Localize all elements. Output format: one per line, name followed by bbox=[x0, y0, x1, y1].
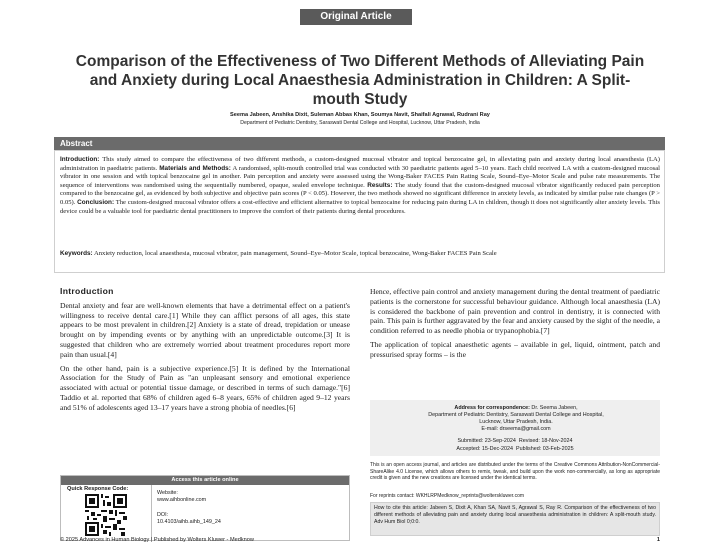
intro-paragraph-4: The application of topical anaesthetic agents – available in gel, liquid, ointment, patch and pressurised spray forms – is the bbox=[370, 339, 660, 359]
date-revised: Revised: 18-Nov-2024 bbox=[518, 438, 573, 444]
intro-paragraph-2: On the other hand, pain is a subjective experience.[5] It is defined by the International Association for the Study of Pain as "an unpleasant sensory and emotional experience associated with actual or potential tissue damage, or described in terms of such damage."[6] Taddio et al. reported that 68% of children aged 6–8 years, 65% of children aged 9–12 years and 51% of adolescents aged 13–17 years have a strong phobia of needles.[6] bbox=[60, 363, 350, 412]
date-submitted: Submitted: 23-Sep-2024 bbox=[457, 438, 516, 444]
header-bar bbox=[0, 0, 720, 26]
correspondence-email[interactable]: E-mail: drseema@gmail.com bbox=[481, 426, 551, 432]
correspondence-line-2: Lucknow, Uttar Pradesh, India. bbox=[479, 419, 553, 425]
abstract-body bbox=[60, 156, 660, 216]
access-heading: Access this article online bbox=[61, 476, 349, 485]
cite-text: How to cite this article: Jabeen S, Dixit A, Khan SA, Navit S, Agrawal S, Ray R. Comparison of the effectiveness of two different methods of alleviating pain and anxiety during local anaesthesia administration in children: A split-mouth study. Adv Hum Biol 0;0:0. bbox=[374, 505, 656, 525]
abstract-methods-label: Materials and Methods: bbox=[159, 164, 231, 172]
abstract-results-label: Results: bbox=[367, 181, 393, 189]
qr-code-icon[interactable] bbox=[85, 494, 127, 536]
access-online-box bbox=[60, 475, 350, 541]
access-details bbox=[157, 490, 345, 526]
author-list: Seema Jabeen, Anshika Dixit, Suleman Abbas Khan, Soumya Navit, Shaifali Agrawal, Rudrani Ray bbox=[230, 112, 490, 118]
abstract-results: The study found that the custom-designed mucosal vibrator significantly reduced pain perception compared to the benzocaine gel, as evidenced by both subjective and objective pain scores (P < 0.05). However, the two methods showed no significant difference in anxiety levels, as indicated by similar pulse rate changes (P > 0.05). bbox=[60, 181, 660, 206]
keywords-text: Anxiety reduction, local anaesthesia, mucosal vibrator, pain management, Sound–Eye–Motor Scale, topical benzocaine, Wong-Baker FACES Pain Scale bbox=[93, 250, 497, 257]
correspondence-label: Address for correspondence: bbox=[454, 405, 530, 411]
doi-label: DOI: bbox=[157, 512, 169, 518]
abstract-intro: This study aimed to compare the effectiveness of two different methods, a custom-designed mucosal vibrator and topical benzocaine gel, in alleviating pain and anxiety during local anaesthesia (LA) administration in paediatric patients. bbox=[60, 156, 661, 172]
page-number: 1 bbox=[656, 537, 660, 543]
abstract-intro-label: Introduction: bbox=[60, 156, 100, 163]
right-column bbox=[370, 287, 660, 364]
footer-journal: © 2025 Advances in Human Biology | Published by Wolters Kluwer - Medknow bbox=[60, 537, 254, 543]
left-column bbox=[60, 287, 350, 417]
correspondence-line-1: Department of Pediatric Dentistry, Saraswati Dental College and Hospital, bbox=[428, 412, 604, 418]
qr-label: Quick Response Code: bbox=[67, 486, 129, 492]
keywords-label: Keywords: bbox=[60, 250, 93, 257]
open-access-notice: This is an open access journal, and articles are distributed under the terms of the Creative Commons Attribution-NonCommercial-ShareAlike 4.0 License, which allows others to remix, tweak, and build upon the work non-commercially, as long as appropriate credit is given and the new creations are licensed under the identical terms. bbox=[370, 462, 660, 482]
abstract-methods: A randomised, split-mouth controlled trial was conducted with 30 paediatric patients aged 5–10 years. Each child received LA with a custom-designed mucosal vibrator in one session and with topical benzocaine gel in another. Pain perception and anxiety were assessed using the Wong-Baker FACES Pain Rating Scale, Sound–Eye–Motor Scale and pulse rate measurements. The sequence of interventions was randomised using the sequentially numbered, opaque, sealed envelope technique. bbox=[60, 164, 660, 189]
article-dates bbox=[370, 437, 660, 453]
reprints-contact[interactable]: For reprints contact: WKHLRPMedknow_reprints@wolterskluwer.com bbox=[370, 493, 525, 499]
page-footer bbox=[60, 537, 660, 544]
intro-paragraph-1: Dental anxiety and fear are well-known elements that have a detrimental effect on a patient's willingness to receive dental care.[1] While they can afflict persons of all ages, this state appears to be most prevalent in children.[2] Anxiety is a state of dread, trepidation or unease brought on by impending events or by anything with an unpredictable outcome.[3] It is suggested that children who are extremely worried about treatment procedures report more pain than usual.[4] bbox=[60, 300, 350, 359]
article-title: Comparison of the Effectiveness of Two Different Methods of Alleviating Pain and Anxiety during Local Anaesthesia Administration in Children: A Split-mouth Study bbox=[75, 53, 645, 108]
keywords bbox=[60, 250, 660, 259]
article-type-tag: Original Article bbox=[300, 9, 412, 25]
website-link[interactable]: www.aihbonline.com bbox=[157, 497, 207, 503]
abstract-heading: Abstract bbox=[54, 137, 665, 150]
website-label: Website: bbox=[157, 490, 178, 496]
access-divider bbox=[151, 485, 152, 540]
affiliation: Department of Pediatric Dentistry, Saraswati Dental College and Hospital, Lucknow, Uttar Pradesh, India bbox=[240, 120, 480, 126]
correspondence-text bbox=[376, 405, 656, 433]
abstract-conclusion: The custom-designed mucosal vibrator offers a cost-effective and efficient alternative to topical benzocaine for reducing pain during LA in children, though it does not significantly alter anxiety levels. This device could be a valuable tool for paediatric dental practitioners to improve the comfort of their patients during dental procedures. bbox=[60, 198, 660, 215]
date-published: Published: 03-Feb-2025 bbox=[516, 446, 574, 452]
doi-link[interactable]: 10.4103/aihb.aihb_149_24 bbox=[157, 519, 221, 525]
introduction-heading: Introduction bbox=[60, 286, 114, 296]
intro-paragraph-3: Hence, effective pain control and anxiety management during the dental treatment of paediatric patients is the cornerstone for successful behaviour guidance. Although local anaesthesia (LA) is considered the backbone of pain prevention and control in dentistry, it is connected with pain. This pain is further aggravated by the fear and anxiety caused by the sight of the needle, a condition referred to as needle phobia or trypanophobia.[7] bbox=[370, 287, 660, 336]
abstract-conclusion-label: Conclusion: bbox=[77, 198, 115, 206]
date-accepted: Accepted: 15-Dec-2024 bbox=[456, 446, 514, 452]
correspondence-name: Dr. Seema Jabeen, bbox=[531, 405, 578, 411]
